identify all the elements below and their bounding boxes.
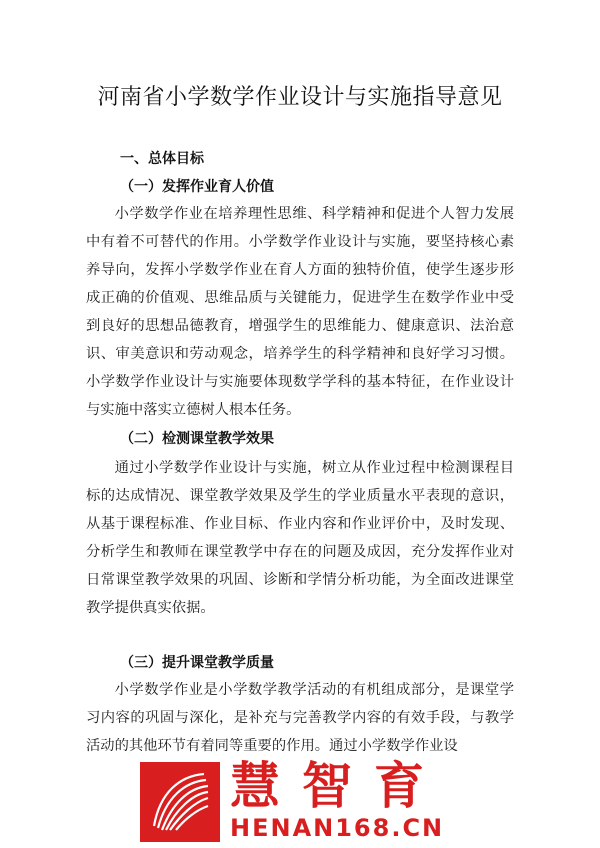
watermark-domain-text: HENAN168.CN [230,814,445,842]
section-heading: 一、总体目标 [120,151,204,167]
document-title: 河南省小学数学作业设计与实施指导意见 [97,85,503,110]
watermark-brand-text: 慧智育 [230,757,446,815]
brand-logo-icon [140,762,220,842]
watermark [140,758,520,846]
paragraph-2: 通过小学数学作业设计与实施，树立从作业过程中检测课程目标的达成情况、课堂教学效果及学生的学业质量水平表现的意识，从基于课程标准、作业目标、作业内容和作业评价中，及时发现、分析学生和教师在课堂教学中存在的问题及成因，充分发挥作业对日常课堂教学效果的巩固、诊断和学情分析功能，为全面改进课堂教学提供真实依据。 [86,460,514,616]
paragraph-3: 小学数学作业是小学数学教学活动的有机组成部分，是课堂学习内容的巩固与深化，是补充与完善教学内容的有效手段，与教学活动的其他环节有着同等重要的作用。通过小学数学作业设 [86,682,514,754]
paragraph-1: 小学数学作业在培养理性思维、科学精神和促进个人智力发展中有着不可替代的作用。小学数学作业设计与实施，要坚持核心素养导向，发挥小学数学作业在育人方面的独特价值，使学生逐步形成正确的价值观、思维品质与关键能力，促进学生在数学作业中受到良好的思想品德教育，增强学生的思维能力、健康意识、法治意识、审美意识和劳动观念，培养学生的科学精神和良好学习习惯。小学数学作业设计与实施要体现数学学科的基本特征，在作业设计与实施中落实立德树人根本任务。 [86,206,514,418]
subsection-heading-1: （一）发挥作业育人价值 [120,179,274,195]
subsection-heading-2: （二）检测课堂教学效果 [120,431,274,447]
subsection-heading-3: （三）提升课堂教学质量 [120,655,274,671]
